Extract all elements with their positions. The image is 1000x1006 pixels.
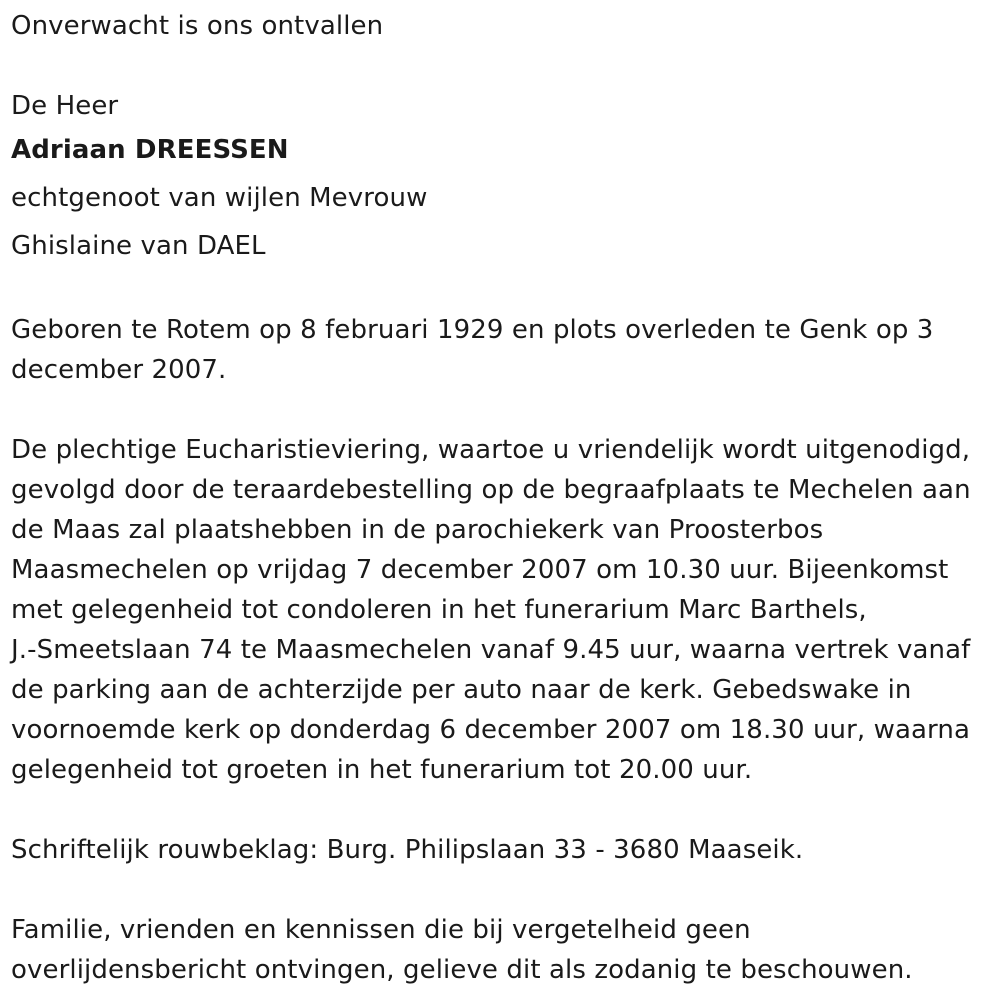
ceremony-line: met gelegenheid tot condoleren in het funerarium Marc Barthels,	[11, 595, 867, 625]
closing-paragraph	[11, 910, 991, 990]
spouse-line-1: echtgenoot van wijlen Mevrouw	[11, 183, 428, 213]
obituary-notice	[11, 6, 991, 990]
ceremony-line: de parking aan de achterzijde per auto naar de kerk. Gebedswake in	[11, 675, 912, 705]
ceremony-line: voornoemde kerk op donderdag 6 december 2007 om 18.30 uur, waarna	[11, 715, 971, 745]
closing-line: Familie, vrienden en kennissen die bij vergetelheid geen	[11, 915, 751, 945]
closing-line: overlijdensbericht ontvingen, gelieve dit als zodanig te beschouwen.	[11, 955, 913, 985]
ceremony-paragraph	[11, 430, 991, 790]
ceremony-line: J.-Smeetslaan 74 te Maasmechelen vanaf 9.45 uur, waarna vertrek vanaf	[11, 635, 971, 665]
condolence-address: Schriftelijk rouwbeklag: Burg. Philipslaan 33 - 3680 Maaseik.	[11, 835, 804, 865]
deceased-name: Adriaan DREESSEN	[11, 135, 289, 165]
birth-death-line: Geboren te Rotem op 8 februari 1929 en plots overleden te Genk op 3	[11, 315, 934, 345]
ceremony-line: de Maas zal plaatshebben in de parochiekerk van Proosterbos	[11, 515, 824, 545]
ceremony-line: De plechtige Eucharistieviering, waartoe u vriendelijk wordt uitgenodigd,	[11, 435, 971, 465]
birth-death-paragraph	[11, 310, 991, 390]
spouse-line-2: Ghislaine van DAEL	[11, 231, 266, 261]
ceremony-line: gevolgd door de teraardebestelling op de begraafplaats te Mechelen aan	[11, 475, 971, 505]
ceremony-line: Maasmechelen op vrijdag 7 december 2007 om 10.30 uur. Bijeenkomst	[11, 555, 949, 585]
opening-line: Onverwacht is ons ontvallen	[11, 11, 384, 41]
ceremony-line: gelegenheid tot groeten in het funerarium tot 20.00 uur.	[11, 755, 753, 785]
honorific: De Heer	[11, 91, 119, 121]
birth-death-line: december 2007.	[11, 355, 227, 385]
